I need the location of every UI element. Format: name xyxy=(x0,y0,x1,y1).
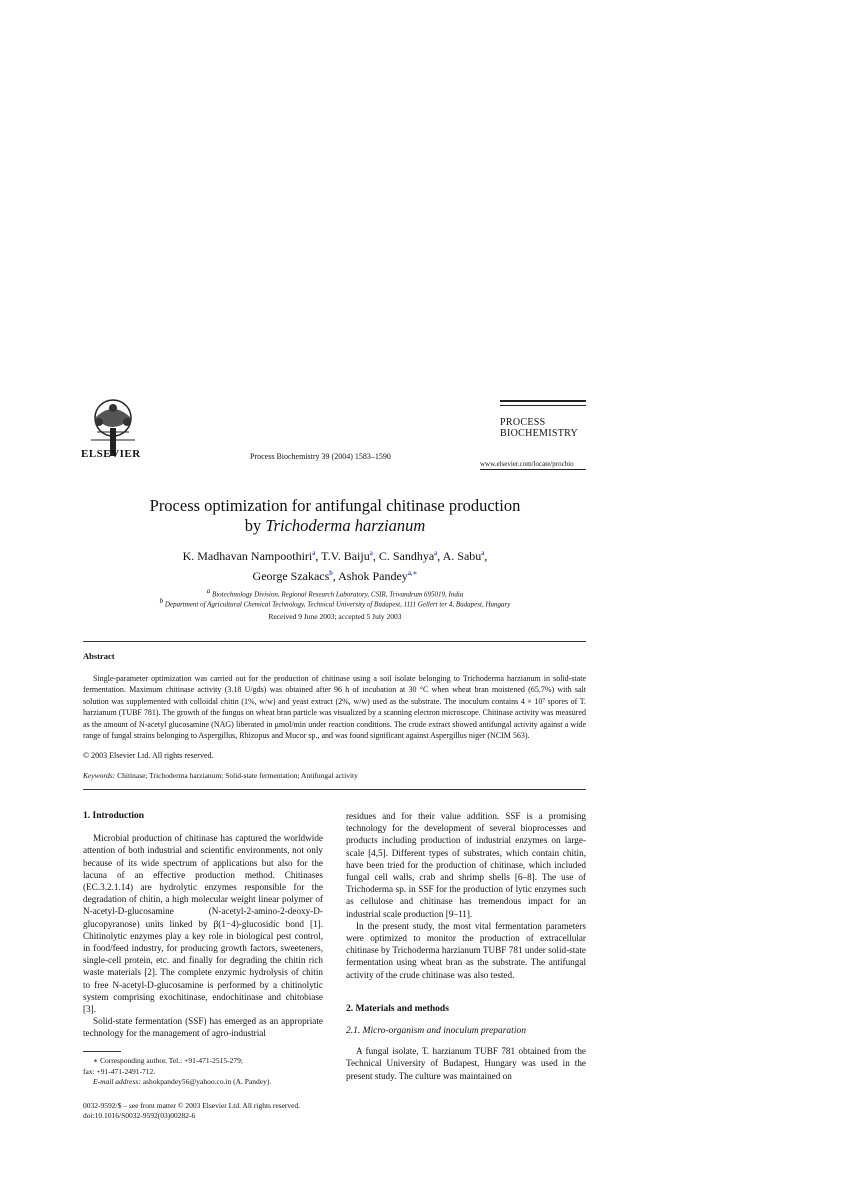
affiliation-link[interactable]: a xyxy=(369,549,373,557)
author-name: Ashok Pandey xyxy=(338,569,408,583)
affiliation-link[interactable]: a xyxy=(434,549,438,557)
title-line2 xyxy=(0,516,670,536)
abstract-copyright: © 2003 Elsevier Ltd. All rights reserved. xyxy=(83,751,214,760)
doi-line[interactable]: doi:10.1016/S0032-9592(03)00282-6 xyxy=(83,1111,196,1120)
author-name: T.V. Baiju xyxy=(321,549,370,563)
divider xyxy=(500,400,586,402)
title-line1: Process optimization for antifungal chitinase production xyxy=(149,496,521,515)
footnote-line: fax: +91-471-2491-712. xyxy=(83,1066,156,1076)
divider xyxy=(480,469,586,470)
author-name: A. Sabu xyxy=(442,549,482,563)
author-name: George Szakacs xyxy=(252,569,330,583)
affiliation-link[interactable]: a xyxy=(312,549,316,557)
affiliation-a: $^a$ Biotechnology Division, Regional Research Laboratory, CSIR, Trivandrum 695019, India xyxy=(206,587,464,599)
journal-url-link[interactable]: www.elsevier.com/locate/procbio xyxy=(480,460,574,468)
keywords xyxy=(83,771,586,780)
keywords-list: Chitinase; Trichoderma harzianum; Solid-state fermentation; Antifungal activity xyxy=(115,771,358,780)
authors-line2: George Szakacs$^b$, Ashok Pandey$^{a,∗}$ xyxy=(252,569,418,583)
paragraph: Microbial production of chitinase has captured the worldwide attention of both industrial and scientific environments, not only because of its wide spectrum of applications but also for the lacuna of an effective production method. Chitinases (EC.3.2.1.14) are hydrolytic enzymes responsible for the degradation of chitin, a high molecular weight linear polymer of N-acetyl-D-glucosamine (N-acetyl-2-amino-2-deoxy-D-glucopyranose) units linked by β(1−4)-glucosidic bond [1]. Chitinolytic enzymes play a key role in biological pest control, in food/feed industry, for producing growth factors, sweeteners, single-cell protein, etc. and finally for degrading the chitin rich waste materials [2]. The complete enzymic hydrolysis of chitin to free N-acetyl-D-glucosamine is performed by a chitinolytic system comprising exochitinase, endochitinase and chitobiase [3]. xyxy=(83,833,323,1015)
abstract-text: Single-parameter optimization was carried out for the production of chitinase using a soil isolate belonging to Trichoderma harzianum in solid-state fermentation. Maximum chitinase activity (3.18 U/gds) was obtained after 96 h of incubation at 30 °C when wheat bran moistened (65.7%) with salt solution was supplemented with colloidal chitin (1%, w/w) and yeast extract (2%, w/w) used as the substrate. The inoculum contains 4 × 10⁷ spores of T. harzianum (TUBF 781). The growth of the fungus on wheat bran particle was visualized by a scanning electron microscope. Chitinase activity was measured as the amount of N-acetyl glucosamine (NAG) liberated in μmol/min under reaction conditions. The crude extract showed antifungal activity against a wide range of fungal strains belonging to Aspergillus, Rhizopus and Mucor sp., and was found significant against Aspergillus niger (NCIM 563). xyxy=(83,674,586,741)
paragraph: In the present study, the most vital fermentation parameters were optimized to monitor the production of extracellular chitinase by Trichoderma harzianum TUBF 781 under solid-state fermentation using wheat bran as the substrate. The antifungal activity of the crude chitinase was also tested. xyxy=(346,920,586,980)
email-address[interactable]: ashokpandey56@yahoo.co.in (A. Pandey). xyxy=(140,1077,272,1086)
body-column-left xyxy=(83,810,323,1040)
affiliation-text: Department of Agricultural Chemical Technology, Technical University of Budapest, 1111 Gellert ter 4, Budapest, Hungary xyxy=(164,600,511,609)
affiliation-link[interactable]: b xyxy=(329,569,333,577)
paragraph: residues and for their value addition. SSF is a promising technology for the development of several bioprocesses and products including production of industrial enzymes on large-scale [4,5]. Different types of substrates, which contain chitin, have been tried for the production of chitinase, which included fungal cell walls, crab and shrimp shells [6–8]. The use of Trichoderma sp. in SSF for the production of lytic enzymes such as cellulose and chitinase has tremendous impact for an industrial scale production [9–11]. xyxy=(346,811,586,919)
affiliation-link[interactable]: a xyxy=(481,549,485,557)
journal-name-line1: PROCESS xyxy=(500,417,546,428)
paragraph: Solid-state fermentation (SSF) has emerged as an appropriate technology for the management of agro-industrial xyxy=(83,1016,323,1039)
author-list xyxy=(0,545,670,585)
journal-name-line2: BIOCHEMISTRY xyxy=(500,428,579,439)
section-heading: 2. Materials and methods xyxy=(346,1003,449,1014)
issn-doi xyxy=(83,1101,300,1121)
title-species: Trichoderma harzianum xyxy=(265,516,426,535)
body-column-right xyxy=(346,810,586,1082)
footnote-email xyxy=(83,1077,323,1088)
footnote-line: ∗ Corresponding author. Tel.: +91-471-2515-279; xyxy=(93,1056,243,1065)
received-dates: Received 9 June 2003; accepted 5 July 2003 xyxy=(268,612,402,621)
journal-name xyxy=(500,417,578,439)
divider xyxy=(83,789,586,790)
section-heading: 1. Introduction xyxy=(83,811,145,821)
keywords-label: Keywords: xyxy=(83,771,116,780)
author-name: C. Sandhya xyxy=(378,549,435,563)
publisher-name: ELSEVIER xyxy=(81,448,141,460)
subsection-heading: 2.1. Micro-organism and inoculum preparation xyxy=(346,1026,526,1037)
authors-line1: K. Madhavan Nampoothiri$^a$, T.V. Baiju$^a$, C. Sandhya$^a$, A. Sabu$^a$, xyxy=(182,549,488,563)
journal-citation: Process Biochemistry 39 (2004) 1583–1590 xyxy=(250,452,391,461)
footnote xyxy=(83,1056,323,1088)
divider xyxy=(83,641,586,642)
affiliation-b: $^b$ Department of Agricultural Chemical Technology, Technical University of Budapest, 1111 Gellert ter 4, Budapest, Hungary xyxy=(159,597,511,609)
abstract-heading: Abstract xyxy=(83,651,115,661)
affiliation-text: Biotechnology Division, Regional Research Laboratory, CSIR, Trivandrum 695019, India xyxy=(211,590,464,599)
issn-line: 0032-9592/$ – see front matter © 2003 Elsevier Ltd. All rights reserved. xyxy=(83,1101,301,1110)
author-name: K. Madhavan Nampoothiri xyxy=(182,549,313,563)
affiliation-link[interactable]: a,∗ xyxy=(407,569,418,577)
divider xyxy=(500,405,586,406)
article-title xyxy=(0,496,670,536)
footnote-divider xyxy=(83,1051,121,1052)
title-prefix: by xyxy=(244,516,266,535)
paragraph: A fungal isolate, T. harzianum TUBF 781 obtained from the Technical University of Budapest, Hungary was used in the present study. The culture was maintained on xyxy=(346,1046,586,1081)
email-label: E-mail address: xyxy=(93,1077,141,1086)
